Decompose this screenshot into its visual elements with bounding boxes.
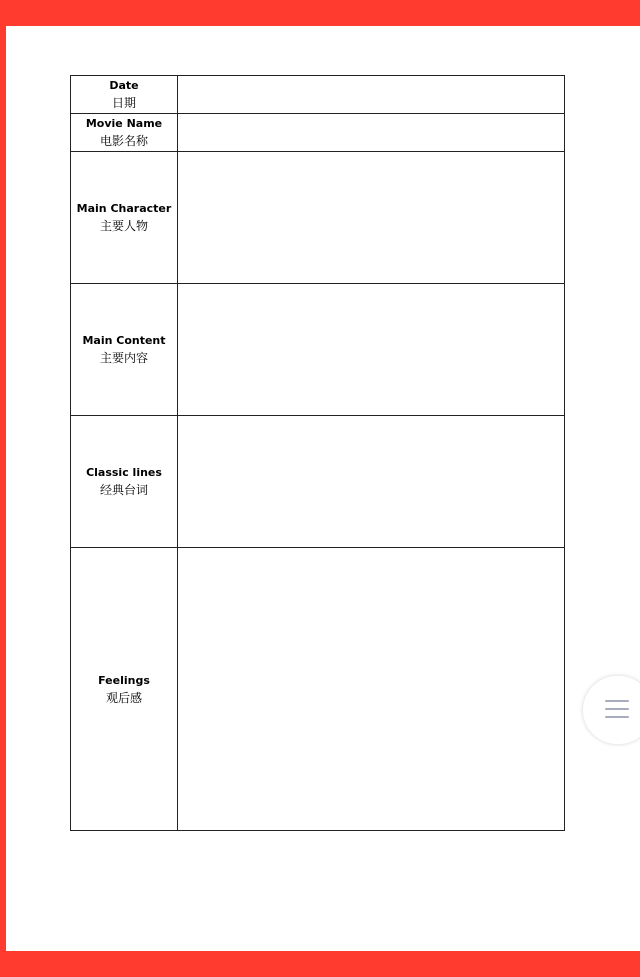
row-label-feelings xyxy=(71,548,178,831)
main-character-field[interactable] xyxy=(178,152,565,284)
label-zh: 经典台词 xyxy=(99,483,148,497)
form-row-classic-lines xyxy=(71,416,565,548)
label-en: Feelings xyxy=(98,673,150,687)
worksheet-page xyxy=(6,26,640,951)
menu-lines-icon xyxy=(605,700,629,720)
row-label-date xyxy=(71,76,178,114)
label-zh: 主要内容 xyxy=(99,351,148,365)
form-row-movie-name xyxy=(71,114,565,152)
label-zh: 主要人物 xyxy=(99,219,148,233)
label-en: Date xyxy=(109,79,139,92)
label-zh: 观后感 xyxy=(105,690,142,705)
movie-name-field[interactable] xyxy=(178,114,565,152)
form-row-feelings xyxy=(71,548,565,831)
row-label-main-content xyxy=(71,284,178,416)
form-row-main-character xyxy=(71,152,565,284)
row-label-classic-lines xyxy=(71,416,178,548)
label-en: Movie Name xyxy=(85,117,163,130)
row-label-main-character xyxy=(71,152,178,284)
classic-lines-field[interactable] xyxy=(178,416,565,548)
label-en: Main Character xyxy=(76,202,172,215)
form-row-date xyxy=(71,76,565,114)
label-en: Main Content xyxy=(82,334,166,347)
main-content-field[interactable] xyxy=(178,284,565,416)
feelings-field[interactable] xyxy=(178,548,565,831)
form-row-main-content xyxy=(71,284,565,416)
label-en: Classic lines xyxy=(86,466,162,479)
movie-review-form xyxy=(70,75,565,831)
label-zh: 电影名称 xyxy=(99,134,148,148)
row-label-movie-name xyxy=(71,114,178,152)
date-field[interactable] xyxy=(178,76,565,114)
label-zh: 日期 xyxy=(111,96,136,110)
